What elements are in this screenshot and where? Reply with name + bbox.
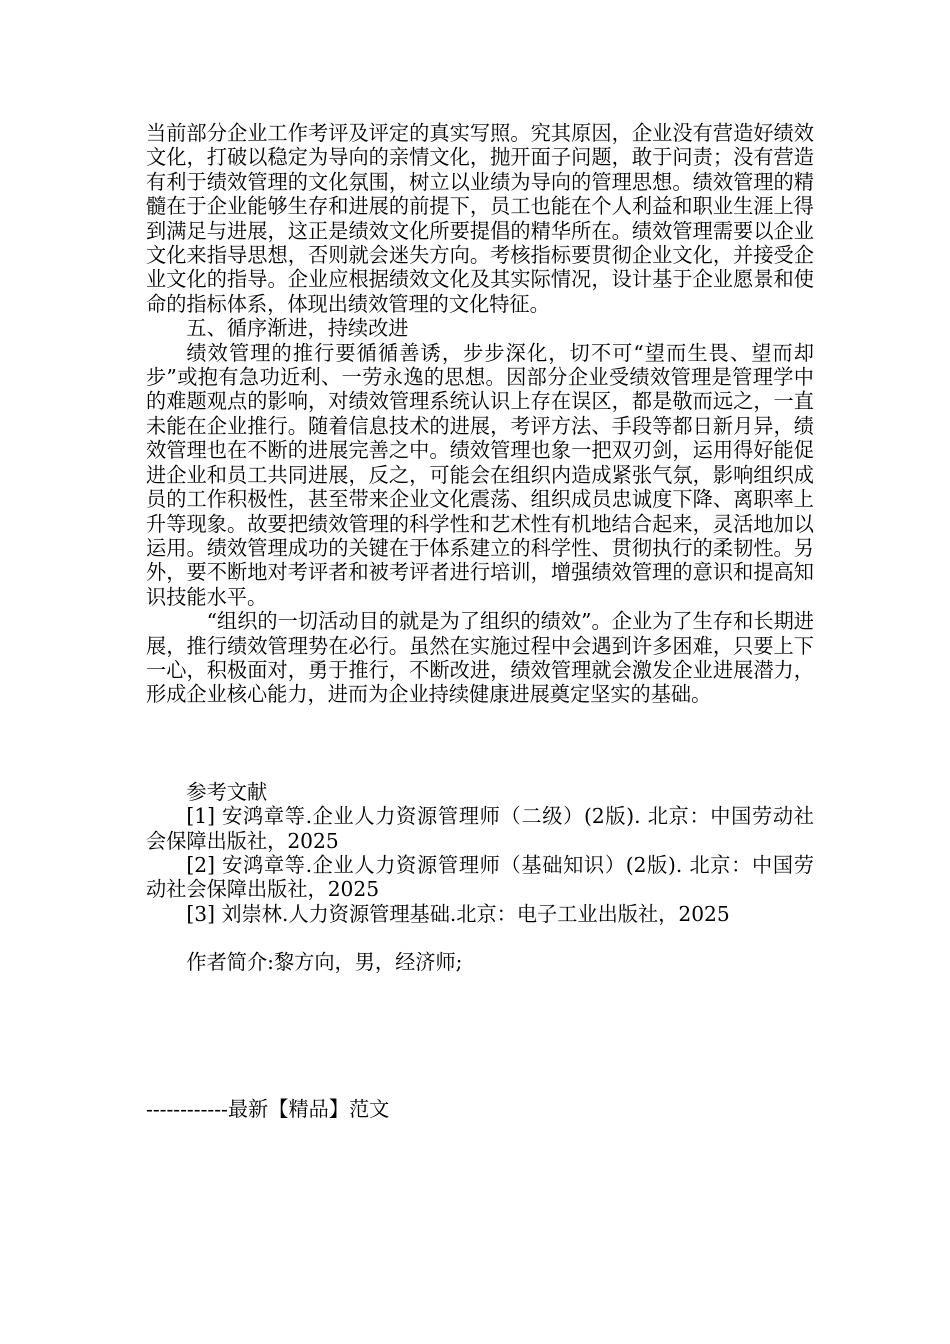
- references-title: 参考文献: [186, 779, 268, 804]
- footer-text: ------------最新【精品】范文: [146, 1097, 390, 1121]
- spacer: [146, 926, 814, 950]
- body-paragraph-2: 绩效管理的推行要循循善诱，步步深化，切不可“望而生畏、望而却步”或抱有急功近利、一劳永逸的思想。因部分企业受绩效管理是管理学中的难题观点的影响，对绩效管理系统认识上存在误区，都是敬而远之，一直未能在企业推行。随着信息技术的进展，考评方法、手段等都日新月异，绩效管理也在不断的进展完善之中。绩效管理也象一把双刃剑，运用得好能促进企业和员工共同进展，反之，可能会在组织内造成紧张气氛，影响组织成员的工作积极性，甚至带来企业文化震荡、组织成员忠诚度下降、离职率上升等现象。故要把绩效管理的科学性和艺术性有机地结合起来，灵活地加以运用。绩效管理成功的关键在于体系建立的科学性、贯彻执行的柔韧性。另外，要不断地对考评者和被考评者进行培训，增强绩效管理的意识和提高知识技能水平。: [146, 340, 814, 609]
- reference-item-2: [2] 安鸿章等.企业人力资源管理师（基础知识）(2版). 北京：中国劳动社会保障出版社，2025: [146, 852, 814, 902]
- spacer: [146, 975, 814, 1023]
- body-paragraph-3: “组织的一切活动目的就是为了组织的绩效”。企业为了生存和长期进展，推行绩效管理势在必行。虽然在实施过程中会遇到许多困难，只要上下一心，积极面对，勇于推行，不断改进，绩效管理就会激发企业进展潜力，形成企业核心能力，进而为企业持续健康进展奠定坚实的基础。: [146, 609, 814, 707]
- reference-item-3: [3] 刘崇林.人力资源管理基础.北京：电子工业出版社，2025: [186, 901, 730, 926]
- spacer: [146, 707, 814, 780]
- document-page: [146, 121, 814, 1023]
- body-paragraph-1: 当前部分企业工作考评及评定的真实写照。究其原因，企业没有营造好绩效文化，打破以稳定为导向的亲情文化，抛开面子问题，敢于问责；没有营造有利于绩效管理的文化氛围，树立以业绩为导向的管理思想。绩效管理的精髓在于企业能够生存和进展的前提下，员工也能在个人利益和职业生涯上得到满足与进展，这正是绩效文化所要提倡的精华所在。绩效管理需要以企业文化来指导思想，否则就会迷失方向。考核指标要贯彻企业文化，并接受企业文化的指导。企业应根据绩效文化及其实际情况，设计基于企业愿景和使命的指标体系，体现出绩效管理的文化特征。: [146, 121, 814, 316]
- reference-item-1: [1] 安鸿章等.企业人力资源管理师（二级）(2版). 北京：中国劳动社会保障出版社，2025: [146, 804, 814, 853]
- author-intro: 作者简介:黎方向，男，经济师;: [186, 950, 463, 975]
- section-heading-5: 五、循序渐进，持续改进: [186, 316, 409, 341]
